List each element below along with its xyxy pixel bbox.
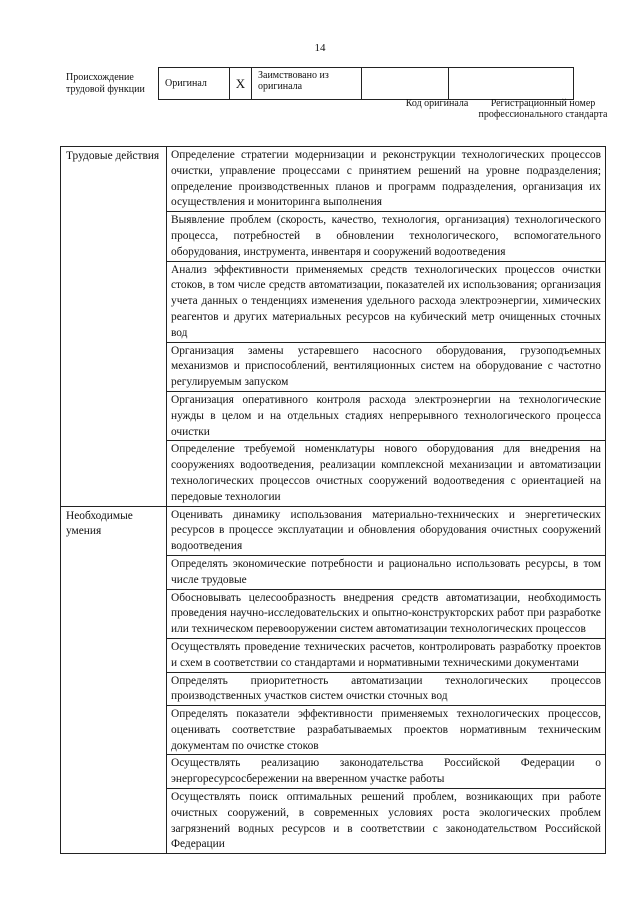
origin-row bbox=[159, 68, 574, 100]
section-item: Определение стратегии модернизации и реконструкции технологических процессов очистки, управление процессами с принятием решений на уровне подразделения; определение производственных планов и программ подразделения, организация их осуществления и мониторинга выполнения bbox=[167, 147, 606, 212]
origin-label: Происхождение трудовой функции bbox=[66, 72, 145, 95]
section-item: Анализ эффективности применяемых средств технологических процессов очистки стоков, в том числе средств автоматизации, показателей их использования; организация учета данных о тенденциях изменения удельного расхода электроэнергии, химических реагентов и других материальных ресурсов на кубический метр очищенных сточных вод bbox=[167, 261, 606, 342]
table-row bbox=[61, 147, 606, 212]
section-item: Обосновывать целесообразность внедрения средств автоматизации, необходимость проведения научно-исследовательских и опытно-конструкторских работ при разработке или техническом перевооружении систем автоматизации технологических процессов bbox=[167, 589, 606, 638]
table-row bbox=[61, 506, 606, 555]
section-item: Определять приоритетность автоматизации технологических процессов производственных участков систем очистки сточных вод bbox=[167, 672, 606, 706]
original-label-cell: Оригинал bbox=[159, 68, 230, 100]
registration-number-caption: Регистрационный номер профессионального стандарта bbox=[478, 98, 608, 120]
section-item: Определять экономические потребности и рационально использовать ресурсы, в том числе трудовые bbox=[167, 555, 606, 589]
registration-number-cell bbox=[449, 68, 574, 100]
original-code-caption: Код оригинала bbox=[405, 98, 469, 109]
functions-table bbox=[60, 146, 606, 854]
section-item: Организация замены устаревшего насосного оборудования, грузоподъемных механизмов и приспособлений, вентиляционных систем на оборудование с частотно регулируемым запуском bbox=[167, 342, 606, 391]
page-number: 14 bbox=[314, 42, 326, 54]
section-label: Необходимые умения bbox=[61, 506, 167, 854]
original-mark-cell: X bbox=[230, 68, 252, 100]
original-code-cell bbox=[362, 68, 449, 100]
section-label: Трудовые действия bbox=[61, 147, 167, 507]
functions-table-body bbox=[61, 147, 606, 854]
section-item: Осуществлять поиск оптимальных решений проблем, возникающих при работе очистных сооружений, в современных условиях роста экологических проблем загрязнений водных ресурсов и в соответствии с законодательством Российской Федерации bbox=[167, 789, 606, 854]
section-item: Оценивать динамику использования материально-технических и энергетических ресурсов в процессе эксплуатации и обновления оборудования очистных сооружений водоотведения bbox=[167, 506, 606, 555]
section-item: Осуществлять реализацию законодательства Российской Федерации о энергоресурсосбережении на вверенном участке работы bbox=[167, 755, 606, 789]
section-item: Осуществлять проведение технических расчетов, контролировать разработку проектов и схем в соответствии со стандартами и нормативными техническими документами bbox=[167, 638, 606, 672]
section-item: Определение требуемой номенклатуры нового оборудования для внедрения на сооружениях водоотведения, реализации комплексной механизации и автоматизации технологических процессов очистных сооружений водоотведения с ориентацией на передовые технологии bbox=[167, 441, 606, 506]
section-item: Выявление проблем (скорость, качество, технология, организация) технологического процесса, потребностей в обновлении технологического, вспомогательного оборудования, инструмента, инвентаря и сооружений водоотведения bbox=[167, 212, 606, 261]
section-item: Организация оперативного контроля расхода электроэнергии на технологические нужды в целом и на отдельных стадиях непрерывного технологического процесса очистки bbox=[167, 391, 606, 440]
borrowed-label-cell: Заимствовано из оригинала bbox=[252, 68, 362, 100]
origin-table bbox=[158, 67, 574, 100]
section-item: Определять показатели эффективности применяемых технологических процессов, оценивать соответствие разрабатываемых проектов нормативным техническим документам по очистке стоков bbox=[167, 706, 606, 755]
